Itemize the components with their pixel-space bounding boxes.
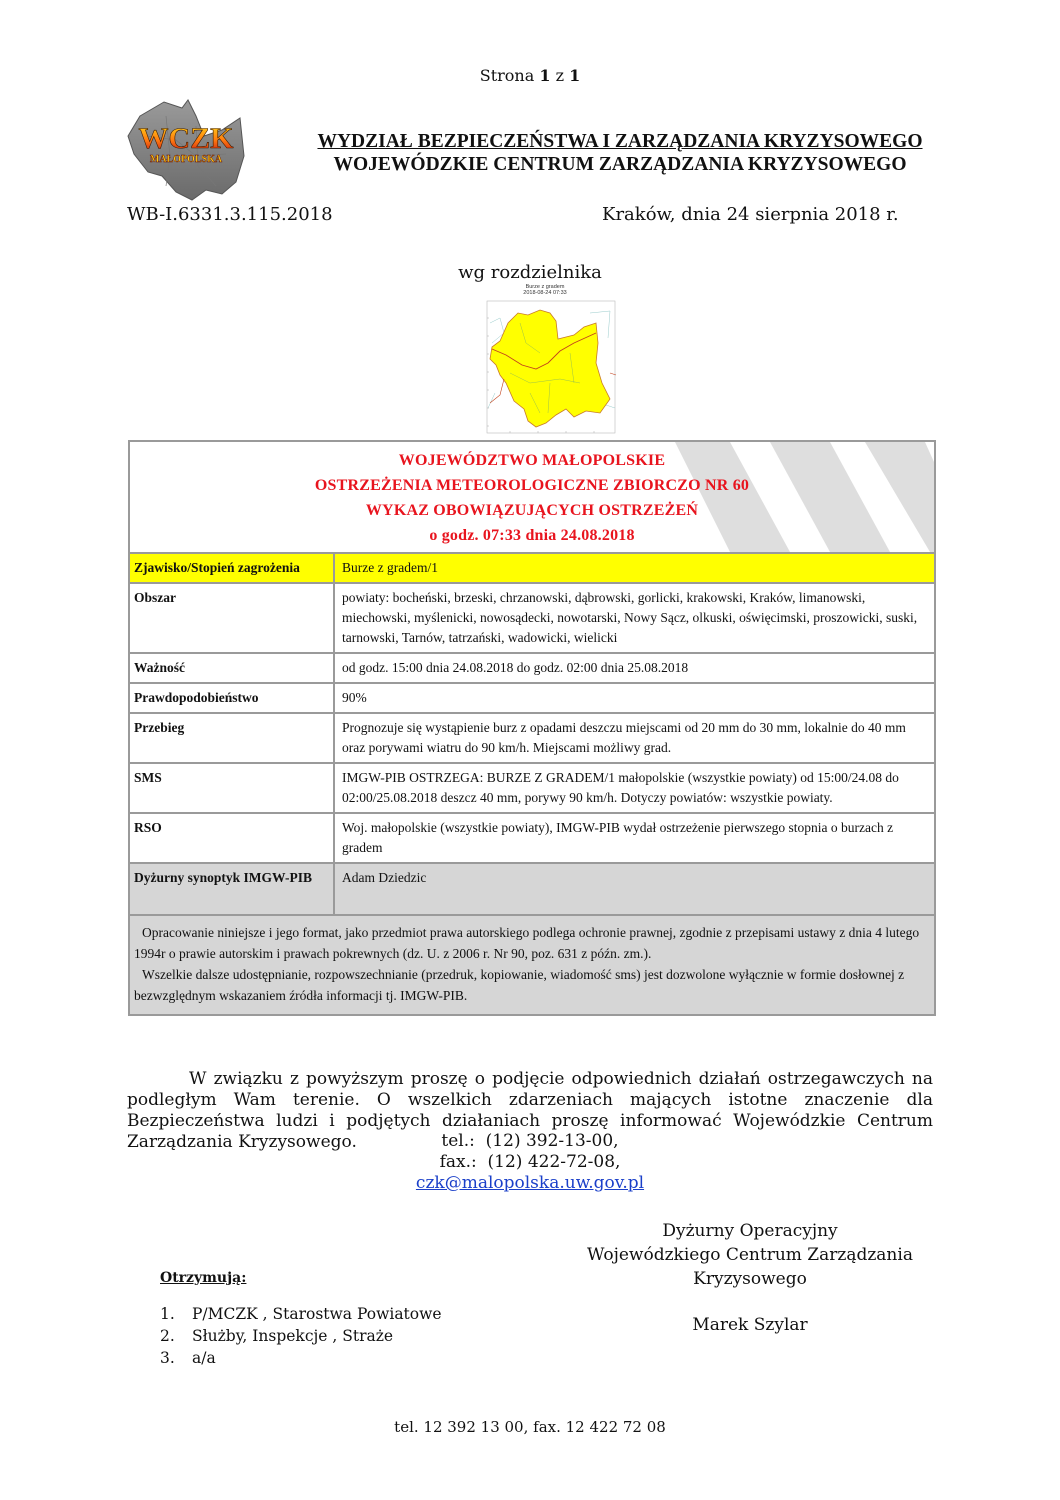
letterhead xyxy=(280,130,960,176)
logo-subtitle: MAŁOPOLSKA xyxy=(149,154,223,165)
warning-header xyxy=(130,442,934,554)
row-value: 90% xyxy=(342,690,367,705)
reference-number: WB-I.6331.3.115.2018 xyxy=(127,204,333,225)
page-total: 1 xyxy=(569,66,581,85)
signature-block xyxy=(580,1219,920,1337)
signature-role: Wojewódzkiego Centrum Zarządzania xyxy=(587,1245,913,1265)
page-number xyxy=(0,66,1060,85)
page-separator: z xyxy=(555,66,565,85)
page-label: Strona xyxy=(479,66,535,85)
copyright-paragraph: Opracowanie niniejsze i jego format, jako przedmiot prawa autorskiego podlega ochronie prawnej, zgodnie z przepisami ustawy z dnia 4 lutego 1994r o prawie autorskim i prawach pokrewnych (dz. U. z 2006 r. Nr 90, poz. 631 z późn. zm.). xyxy=(134,925,920,961)
page-current: 1 xyxy=(539,66,551,85)
warning-title-bulletin: OSTRZEŻENIA METEOROLOGICZNE ZBIORCZO NR 60 xyxy=(314,477,750,494)
table-row-area xyxy=(130,584,934,654)
list-item xyxy=(160,1325,442,1347)
row-label: Obszar xyxy=(130,584,335,652)
row-label: SMS xyxy=(130,764,335,812)
row-value: IMGW-PIB OSTRZEGA: BURZE Z GRADEM/1 małopolskie (wszystkie powiaty) od 15:00/24.08 do 02:00/25.08.2018 deszcz 40 mm, porywy 90 km/h. Dotyczy powiatów: wszystkie powiaty. xyxy=(342,770,899,805)
warning-title-time: o godz. 07:33 dnia 24.08.2018 xyxy=(429,527,635,544)
copyright-paragraph: Wszelkie dalsze udostępnianie, rozpowszechnianie (przedruk, kopiowanie, wiadomość sms) jest dozwolone wyłącznie w formie dosłownej z bezwzględnym wskazaniem źródła informacji tj. IMGW-PIB. xyxy=(134,967,905,1003)
map-timestamp: 2018-08-24 07:33 xyxy=(523,290,567,296)
recipients-list xyxy=(160,1303,442,1369)
table-row-phenomenon xyxy=(130,554,934,584)
table-row-forecaster xyxy=(130,864,934,916)
warning-map xyxy=(470,283,620,438)
row-label: Przebieg xyxy=(130,714,335,762)
item-number: 1. xyxy=(160,1305,175,1323)
row-value: Prognozuje się wystąpienie burz z opadami deszczu miejscami od 20 mm do 30 mm, lokalnie do 40 mm oraz porywami wiatru do 90 km/h. Miejscami możliwy grad. xyxy=(342,720,906,755)
item-number: 2. xyxy=(160,1327,175,1345)
list-item xyxy=(160,1303,442,1325)
row-value: Burze z gradem/1 xyxy=(342,560,438,575)
row-label: Dyżurny synoptyk IMGW-PIB xyxy=(130,864,335,914)
contact-tel: tel.: (12) 392-13-00, xyxy=(441,1131,619,1151)
signature-name: Marek Szylar xyxy=(692,1315,808,1335)
table-row-rso xyxy=(130,814,934,864)
row-label: Prawdopodobieństwo xyxy=(130,684,335,712)
table-row-probability xyxy=(130,684,934,714)
department-name: WYDZIAŁ BEZPIECZEŃSTWA I ZARZĄDZANIA KRYZYSOWEGO xyxy=(317,131,923,152)
contact-block xyxy=(0,1131,1060,1194)
copyright-notice xyxy=(130,916,934,1014)
row-label: Ważność xyxy=(130,654,335,682)
body-text: W związku z powyższym proszę o podjęcie odpowiednich działań ostrzegawczych na podległym Wam terenie. O wszelkich zdarzeniach mających istotne znaczenie dla Bezpieczeństwa ludzi i podjętych działaniach proszę informować Wojewódzkie Centrum Zarządzania Kryzysowego. xyxy=(127,1069,933,1152)
table-row-course xyxy=(130,714,934,764)
item-text: Służby, Inspekcje , Straże xyxy=(192,1327,394,1345)
warning-titles xyxy=(130,442,934,548)
row-value: powiaty: bocheński, brzeski, chrzanowski, dąbrowski, gorlicki, krakowski, Kraków, limanowski, miechowski, myślenicki, nowosądecki, nowotarski, Nowy Sącz, olkuski, oświęcimski, proszowicki, suski, tarnowski, Tarnów, tatrzański, wadowicki, wielicki xyxy=(342,590,918,645)
logo-title: WCZK xyxy=(138,122,234,155)
table-row-validity xyxy=(130,654,934,684)
recipients-title: Otrzymują: xyxy=(160,1270,247,1286)
item-text: P/MCZK , Starostwa Powiatowe xyxy=(192,1305,442,1323)
map-title: Burze z gradem xyxy=(525,284,565,290)
contact-fax: fax.: (12) 422-72-08, xyxy=(439,1152,621,1172)
warning-title-list: WYKAZ OBOWIĄZUJĄCYCH OSTRZEŻEŃ xyxy=(365,502,699,519)
signature-role: Dyżurny Operacyjny xyxy=(662,1221,838,1241)
wczk-logo xyxy=(126,96,246,202)
distribution-note: wg rozdzielnika xyxy=(458,262,602,283)
row-value: Woj. małopolskie (wszystkie powiaty), IMGW-PIB wydał ostrzeżenie pierwszego stopnia o burzach z gradem xyxy=(342,820,894,855)
list-item xyxy=(160,1347,442,1369)
warning-table xyxy=(128,440,936,1016)
contact-email-link[interactable]: czk@malopolska.uw.gov.pl xyxy=(415,1173,645,1193)
item-text: a/a xyxy=(192,1349,216,1367)
item-number: 3. xyxy=(160,1349,175,1367)
row-label: Zjawisko/Stopień zagrożenia xyxy=(130,554,335,582)
page-footer: tel. 12 392 13 00, fax. 12 422 72 08 xyxy=(394,1418,666,1436)
place-date: Kraków, dnia 24 sierpnia 2018 r. xyxy=(602,204,899,225)
center-name: WOJEWÓDZKIE CENTRUM ZARZĄDZANIA KRYZYSOWEGO xyxy=(333,154,907,175)
signature-role: Kryzysowego xyxy=(693,1269,807,1289)
row-label: RSO xyxy=(130,814,335,862)
table-row-sms xyxy=(130,764,934,814)
warning-title-region: WOJEWÓDZTWO MAŁOPOLSKIE xyxy=(398,452,666,469)
row-value: od godz. 15:00 dnia 24.08.2018 do godz. 02:00 dnia 25.08.2018 xyxy=(342,660,689,675)
row-value: Adam Dziedzic xyxy=(342,870,427,885)
